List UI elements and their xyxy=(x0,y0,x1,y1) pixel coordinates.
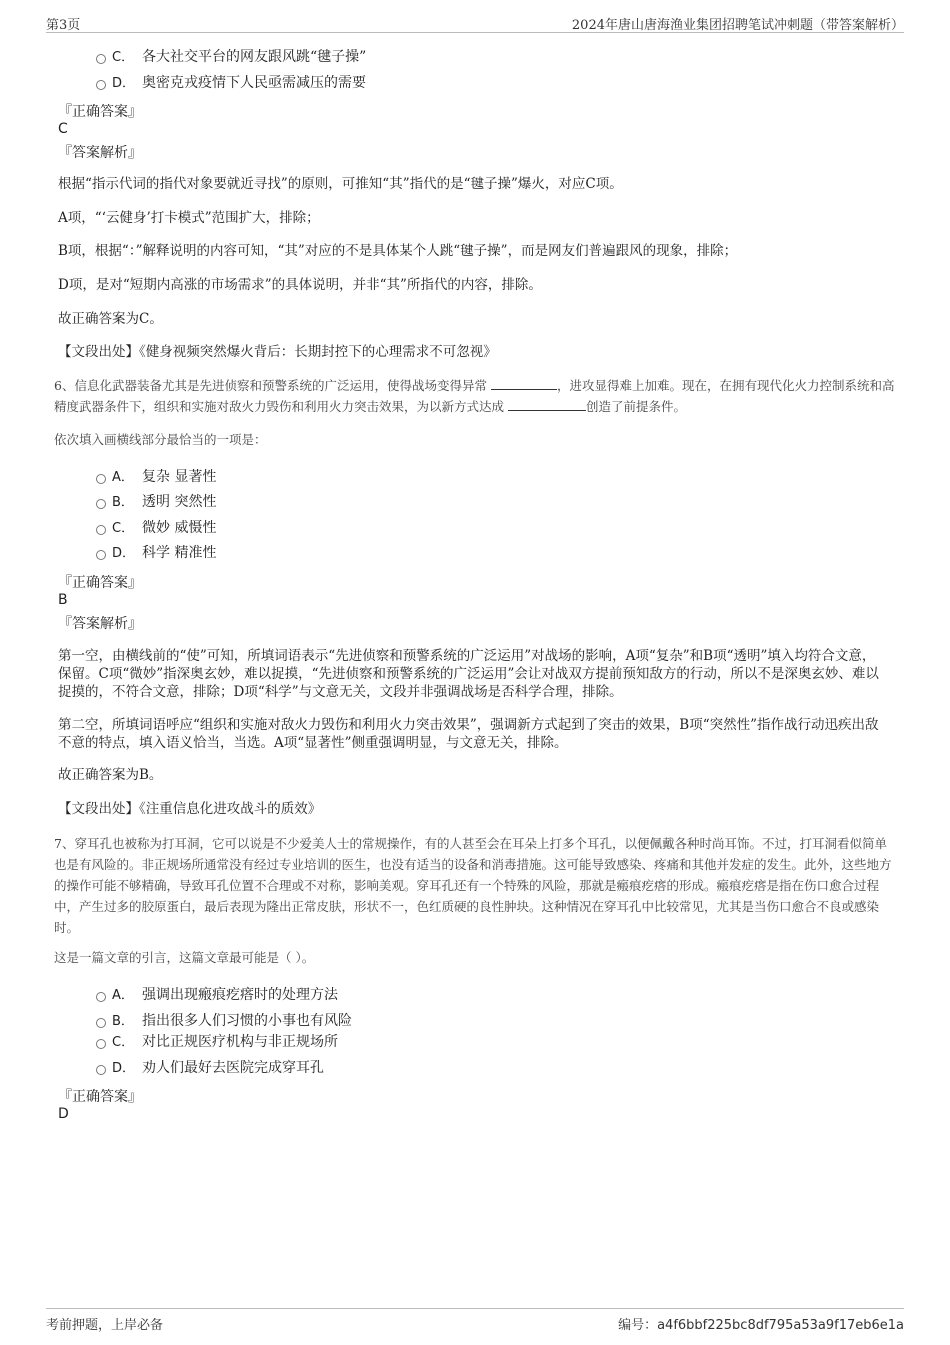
radio-icon[interactable] xyxy=(96,499,106,509)
q6-analysis-paragraph: 第一空，由横线前的“使”可知，所填词语表示“先进侦察和预警系统的广泛运用”对战场的影响，A项“复杂”和B项“透明”填入均符合文意，保留。C项“微妙”指深奥玄妙，难以捉摸，“先进侦察和预警系统的广泛运用”会让对战双方提前预知敌方的行动，所以不是深奥玄妙、难以捉摸的，不符合文意，排除；D项“科学”与文意无关，文段并非强调战场是否科学合理，排除。 xyxy=(58,648,879,700)
q5-option-d[interactable]: D． 奥密克戎疫情下人民亟需减压的需要 xyxy=(96,73,366,93)
q7-option-b[interactable]: B． 指出很多人们习惯的小事也有风险 xyxy=(96,1011,352,1031)
radio-icon[interactable] xyxy=(96,474,106,484)
document-title: 2024年唐山唐海渔业集团招聘笔试冲刺题（带答案解析） xyxy=(571,18,904,33)
radio-icon[interactable] xyxy=(96,525,106,535)
q6-answer-label: 『正确答案』 xyxy=(58,575,142,591)
q7-answer: D xyxy=(58,1106,69,1122)
q5-answer-label: 『正确答案』 xyxy=(58,104,142,120)
radio-icon[interactable] xyxy=(96,992,106,1002)
q6-analysis-label: 『答案解析』 xyxy=(58,616,142,632)
q7-option-d[interactable]: D． 劝人们最好去医院完成穿耳孔 xyxy=(96,1058,324,1078)
radio-icon[interactable] xyxy=(96,80,106,90)
q5-analysis-label: 『答案解析』 xyxy=(58,145,142,161)
page-header xyxy=(46,14,904,33)
q7-stem: 7、穿耳孔也被称为打耳洞，它可以说是不少爱美人士的常规操作，有的人甚至会在耳朵上打多个耳孔，以便佩戴各种时尚耳饰。不过，打耳洞看似简单也是有风险的。非正规场所通常没有经过专业培训的医生，也没有适当的设备和消毒措施。这可能导致感染、疼痛和其他并发症的发生。此外，这些地方的操作可能不够精确，导致耳孔位置不合理或不对称，影响美观。穿耳孔还有一个特殊的风险，那就是瘢痕疙瘩的形成。瘢痕疙瘩是指在伤口愈合过程中，产生过多的胶原蛋白，最后表现为隆出正常皮肤，形状不一，色红质硬的良性肿块。这种情况在穿耳孔中比较常见，尤其是当伤口愈合不良或感染时。 xyxy=(54,836,892,935)
blank-line xyxy=(491,377,557,390)
q6-analysis-paragraph: 第二空，所填词语呼应“组织和实施对敌火力毁伤和利用火力突击效果”，强调新方式起到了突击的效果，B项“突然性”指作战行动迅疾出敌不意的特点，填入语义恰当，当选。A项“显著性”侧重强调明显，与文意无关，排除。 xyxy=(58,717,879,751)
q7-prompt: 这是一篇文章的引言，这篇文章最可能是（ ）。 xyxy=(54,950,315,965)
q6-stem: 6、信息化武器装备尤其是先进侦察和预警系统的广泛运用，使得战场变得异常 ，进攻显得难上加难。现在，在拥有现代化火力控制系统和高精度武器条件下，组织和实施对敌火力毁伤和利用火力突击效果，为以新方式达成 创造了前提条件。 xyxy=(54,378,895,414)
q6-conclusion: 故正确答案为B。 xyxy=(58,767,163,783)
document-code: 编号：a4f6bbf225bc8df795a53a9f17eb6e1a xyxy=(618,1318,904,1333)
page-footer xyxy=(46,1308,904,1337)
q6-option-d[interactable]: D． 科学 精准性 xyxy=(96,543,216,563)
q7-option-a[interactable]: A． 强调出现瘢痕疙瘩时的处理方法 xyxy=(96,985,338,1005)
q5-option-c[interactable]: C． 各大社交平台的网友跟风跳“毽子操” xyxy=(96,47,366,67)
q6-answer: B xyxy=(58,592,68,608)
q6-option-b[interactable]: B． 透明 突然性 xyxy=(96,492,216,512)
q5-analysis-paragraph: D项，是对“短期内高涨的市场需求”的具体说明，并非“其”所指代的内容，排除。 xyxy=(58,277,542,293)
q5-analysis-paragraph: B项，根据“：”解释说明的内容可知，“其”对应的不是具体某个人跳“毽子操”，而是网友们普遍跟风的现象，排除； xyxy=(58,243,738,259)
q5-analysis-paragraph: A项，“‘云健身’打卡模式”范围扩大，排除； xyxy=(58,210,320,226)
blank-line xyxy=(508,398,586,411)
radio-icon[interactable] xyxy=(96,550,106,560)
q6-option-c[interactable]: C． 微妙 威慑性 xyxy=(96,518,216,538)
footer-slogan: 考前押题，上岸必备 xyxy=(46,1318,164,1333)
q5-answer: C xyxy=(58,121,68,137)
q7-answer-label: 『正确答案』 xyxy=(58,1089,142,1105)
q5-analysis-paragraph: 根据“指示代词的指代对象要就近寻找”的原则，可推知“其”指代的是“毽子操”爆火，对应C项。 xyxy=(58,176,623,192)
radio-icon[interactable] xyxy=(96,1039,106,1049)
radio-icon[interactable] xyxy=(96,1018,106,1028)
page-number: 第3页 xyxy=(46,18,81,33)
radio-icon[interactable] xyxy=(96,1065,106,1075)
q5-conclusion: 故正确答案为C。 xyxy=(58,311,163,327)
q6-source: 【文段出处】《注重信息化进攻战斗的质效》 xyxy=(58,801,322,817)
q7-option-c[interactable]: C． 对比正规医疗机构与非正规场所 xyxy=(96,1032,338,1052)
radio-icon[interactable] xyxy=(96,54,106,64)
q6-option-a[interactable]: A． 复杂 显著性 xyxy=(96,467,216,487)
q6-prompt: 依次填入画横线部分最恰当的一项是： xyxy=(54,432,267,447)
q5-source: 【文段出处】《健身视频突然爆火背后：长期封控下的心理需求不可忽视》 xyxy=(58,344,497,360)
